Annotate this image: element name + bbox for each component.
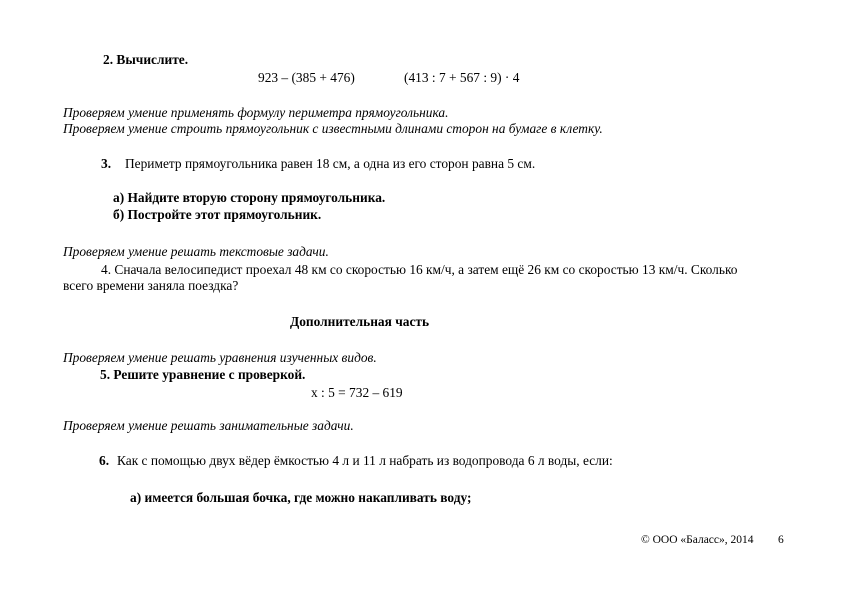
- extra-part-title: Дополнительная часть: [290, 314, 430, 329]
- footer-copyright: © ООО «Баласс», 2014: [641, 534, 754, 546]
- task5-heading: 5. Решите уравнение с проверкой.: [100, 367, 306, 382]
- task6-text: Как с помощью двух вёдер ёмкостью 4 л и 11 л набрать из водопровода 6 л воды, если:: [117, 453, 613, 468]
- task2-expression-2: (413 : 7 + 567 : 9) · 4: [404, 70, 520, 85]
- check-puzzles-note: Проверяем умение решать занимательные задачи.: [63, 418, 354, 433]
- page-number: 6: [778, 534, 784, 546]
- task6-number: 6.: [99, 453, 110, 468]
- task3-part-b: б) Постройте этот прямоугольник.: [113, 207, 322, 222]
- task6-part-a: а) имеется большая бочка, где можно накапливать воду;: [130, 490, 472, 505]
- task3-text: Периметр прямоугольника равен 18 см, а одна из его сторон равна 5 см.: [125, 156, 536, 171]
- task4-line-2: всего времени заняла поездка?: [63, 278, 239, 293]
- check-equations-note: Проверяем умение решать уравнения изученных видов.: [63, 350, 377, 365]
- task2-expression-1: 923 – (385 + 476): [258, 70, 355, 85]
- task2-heading: 2. Вычислите.: [103, 52, 189, 67]
- task5-equation: x : 5 = 732 – 619: [311, 385, 403, 400]
- task4-line-1: 4. Сначала велосипедист проехал 48 км со скоростью 16 км/ч, а затем ещё 26 км со скоростью 13 км/ч. Сколько: [101, 262, 738, 277]
- check-build-note: Проверяем умение строить прямоугольник с известными длинами сторон на бумаге в клетку.: [63, 121, 603, 136]
- check-perimeter-note: Проверяем умение применять формулу периметра прямоугольника.: [63, 105, 449, 120]
- check-text-tasks-note: Проверяем умение решать текстовые задачи.: [63, 244, 329, 259]
- task3-part-a: а) Найдите вторую сторону прямоугольника.: [113, 190, 386, 205]
- task3-number: 3.: [101, 156, 112, 171]
